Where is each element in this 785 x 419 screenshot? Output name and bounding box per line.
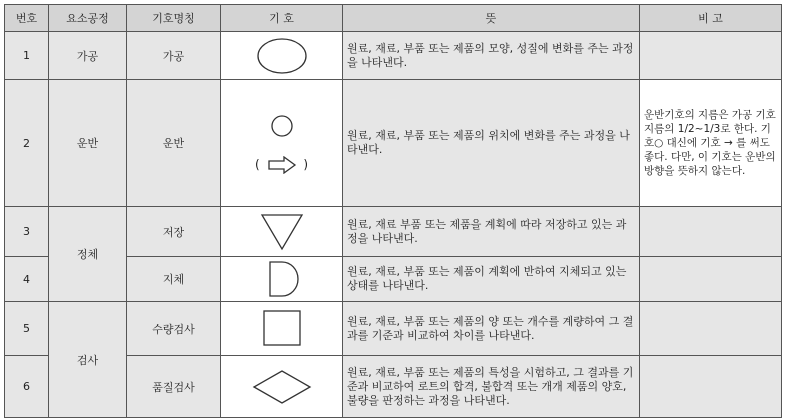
header-meaning: 뜻 xyxy=(343,5,640,32)
symbol-cell xyxy=(221,32,343,80)
remarks-text xyxy=(640,302,782,356)
symbol-cell xyxy=(221,80,343,207)
meaning-text: 원료, 재료, 부품 또는 제품의 특성을 시험하고, 그 결과를 기준과 비교하여 로트의 합격, 불합격 또는 개개 제품의 양호, 불량을 판정하는 과정을 나타낸다. xyxy=(343,356,640,418)
header-row xyxy=(5,5,782,32)
remarks-text xyxy=(640,207,782,257)
meaning-text: 원료, 재료, 부품 또는 제품의 위치에 변화를 주는 과정을 나타낸다. xyxy=(343,80,640,207)
symbol-cell xyxy=(221,356,343,418)
meaning-text: 원료, 재료, 부품 또는 제품의 모양, 성질에 변화를 주는 과정을 나타낸다. xyxy=(343,32,640,80)
element-process: 검사 xyxy=(49,302,127,418)
meaning-text: 원료, 재료, 부품 또는 제품이 계획에 반하여 지체되고 있는 상태를 나타낸다. xyxy=(343,257,640,302)
arrow-symbol-group xyxy=(225,156,338,174)
symbol-name: 품질검사 xyxy=(127,356,221,418)
diamond-icon xyxy=(250,367,314,407)
header-symbol: 기 호 xyxy=(221,5,343,32)
d-shape-icon xyxy=(252,259,312,299)
circle-icon xyxy=(252,36,312,76)
row-number: 3 xyxy=(5,207,49,257)
element-process: 가공 xyxy=(49,32,127,80)
table-row xyxy=(5,32,782,80)
symbol-cell xyxy=(221,257,343,302)
symbol-name: 가공 xyxy=(127,32,221,80)
table-row xyxy=(5,302,782,356)
symbol-cell xyxy=(221,207,343,257)
row-number: 1 xyxy=(5,32,49,80)
row-number: 6 xyxy=(5,356,49,418)
row-number: 2 xyxy=(5,80,49,207)
table-row xyxy=(5,207,782,257)
header-symbol-name: 기호명칭 xyxy=(127,5,221,32)
arrow-right-icon xyxy=(267,156,297,174)
symbol-name: 저장 xyxy=(127,207,221,257)
row-number: 5 xyxy=(5,302,49,356)
small-circle-icon xyxy=(247,112,317,140)
symbol-name: 운반 xyxy=(127,80,221,207)
element-process: 운반 xyxy=(49,80,127,207)
symbol-cell xyxy=(221,302,343,356)
symbol-name: 지체 xyxy=(127,257,221,302)
symbol-name: 수량검사 xyxy=(127,302,221,356)
process-symbol-table xyxy=(4,4,782,418)
header-element: 요소공정 xyxy=(49,5,127,32)
meaning-text: 원료, 재료 부품 또는 제품을 계획에 따라 저장하고 있는 과정을 나타낸다. xyxy=(343,207,640,257)
element-process: 정체 xyxy=(49,207,127,302)
remarks-text xyxy=(640,32,782,80)
paren-left: ( xyxy=(254,157,260,172)
remarks-text xyxy=(640,257,782,302)
row-number: 4 xyxy=(5,257,49,302)
header-remarks: 비 고 xyxy=(640,5,782,32)
remarks-text: 운반기호의 지름은 가공 기호 지름의 1/2~1/3로 한다. 기호○ 대신에 기호 → 를 써도 좋다. 다만, 이 기호는 운반의 방향을 뜻하지 않는다. xyxy=(640,80,782,207)
square-icon xyxy=(252,308,312,350)
table-row xyxy=(5,80,782,207)
paren-right: ) xyxy=(303,157,309,172)
inverted-triangle-icon xyxy=(252,211,312,253)
header-no: 번호 xyxy=(5,5,49,32)
meaning-text: 원료, 재료, 부품 또는 제품의 양 또는 개수를 계량하여 그 결과를 기준과 비교하여 차이를 나타낸다. xyxy=(343,302,640,356)
remarks-text xyxy=(640,356,782,418)
